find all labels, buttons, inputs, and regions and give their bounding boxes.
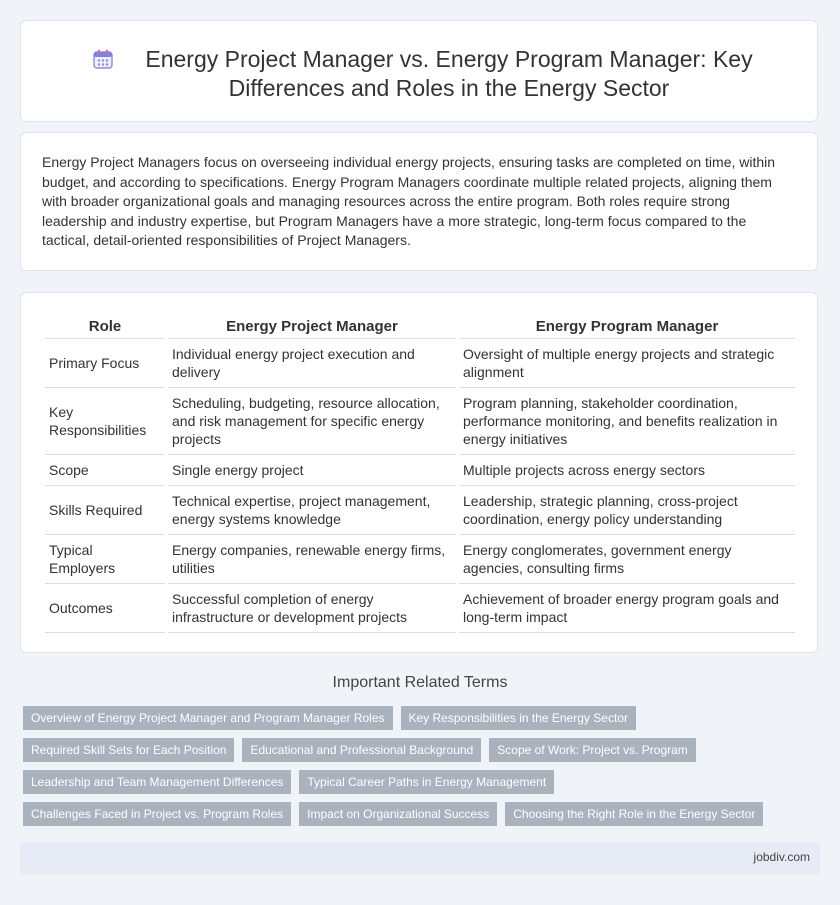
intro-card [20, 132, 818, 271]
project-manager-cell: Technical expertise, project management, energy systems knowledge [168, 486, 456, 535]
program-manager-cell: Program planning, stakeholder coordination, performance monitoring, and benefits realization in energy initiatives [459, 388, 795, 455]
table-header-row [45, 313, 795, 339]
related-term-tag[interactable]: Challenges Faced in Project vs. Program Roles [23, 802, 291, 826]
table-row [45, 584, 795, 633]
related-term-tag[interactable]: Key Responsibilities in the Energy Sector [401, 706, 636, 730]
program-manager-cell: Multiple projects across energy sectors [459, 455, 795, 486]
table-row [45, 388, 795, 455]
page-title: Energy Project Manager vs. Energy Program Manager: Key Differences and Roles in the Energy Sector [145, 46, 753, 101]
related-term-tag[interactable]: Required Skill Sets for Each Position [23, 738, 234, 762]
role-cell: Primary Focus [45, 339, 165, 388]
project-manager-cell: Energy companies, renewable energy firms, utilities [168, 535, 456, 584]
table-row [45, 455, 795, 486]
related-term-tag[interactable]: Choosing the Right Role in the Energy Sector [505, 802, 763, 826]
program-manager-cell: Oversight of multiple energy projects and strategic alignment [459, 339, 795, 388]
role-cell: Typical Employers [45, 535, 165, 584]
related-term-tag[interactable]: Impact on Organizational Success [299, 802, 497, 826]
column-header-program-manager: Energy Program Manager [459, 313, 795, 339]
related-terms-heading: Important Related Terms [332, 674, 508, 691]
intro-paragraph: Energy Project Managers focus on overseeing individual energy projects, ensuring tasks are completed on time, within budget, and according to specifications. Energy Program Managers coordinate multiple related projects, aligning them with broader organizational goals and managing resources across the entire program. Both roles require strong leadership and industry expertise, but Program Managers have a more strategic, long-term focus compared to the tactical, detail-oriented responsibilities of Project Managers. [42, 154, 776, 248]
project-manager-cell: Individual energy project execution and delivery [168, 339, 456, 388]
column-header-project-manager: Energy Project Manager [168, 313, 456, 339]
table-row [45, 486, 795, 535]
footer [20, 842, 820, 874]
title-card [20, 20, 818, 122]
related-term-tag[interactable]: Scope of Work: Project vs. Program [489, 738, 696, 762]
project-manager-cell: Single energy project [168, 455, 456, 486]
related-term-tag[interactable]: Educational and Professional Background [242, 738, 481, 762]
project-manager-cell: Successful completion of energy infrastructure or development projects [168, 584, 456, 633]
comparison-table [42, 313, 798, 633]
calendar-icon [92, 48, 114, 70]
related-term-tag[interactable]: Overview of Energy Project Manager and Program Manager Roles [23, 706, 393, 730]
role-cell: Scope [45, 455, 165, 486]
comparison-table-card [20, 292, 818, 653]
footer-site-link[interactable]: jobdiv.com [753, 850, 810, 864]
related-term-tag[interactable]: Typical Career Paths in Energy Management [299, 770, 554, 794]
table-row [45, 535, 795, 584]
related-term-tag[interactable]: Leadership and Team Management Differences [23, 770, 291, 794]
role-cell: Key Responsibilities [45, 388, 165, 455]
column-header-role: Role [45, 313, 165, 339]
related-terms-list [23, 706, 803, 834]
program-manager-cell: Leadership, strategic planning, cross-project coordination, energy policy understanding [459, 486, 795, 535]
project-manager-cell: Scheduling, budgeting, resource allocation, and risk management for specific energy projects [168, 388, 456, 455]
table-row [45, 339, 795, 388]
role-cell: Outcomes [45, 584, 165, 633]
program-manager-cell: Achievement of broader energy program goals and long-term impact [459, 584, 795, 633]
role-cell: Skills Required [45, 486, 165, 535]
program-manager-cell: Energy conglomerates, government energy agencies, consulting firms [459, 535, 795, 584]
